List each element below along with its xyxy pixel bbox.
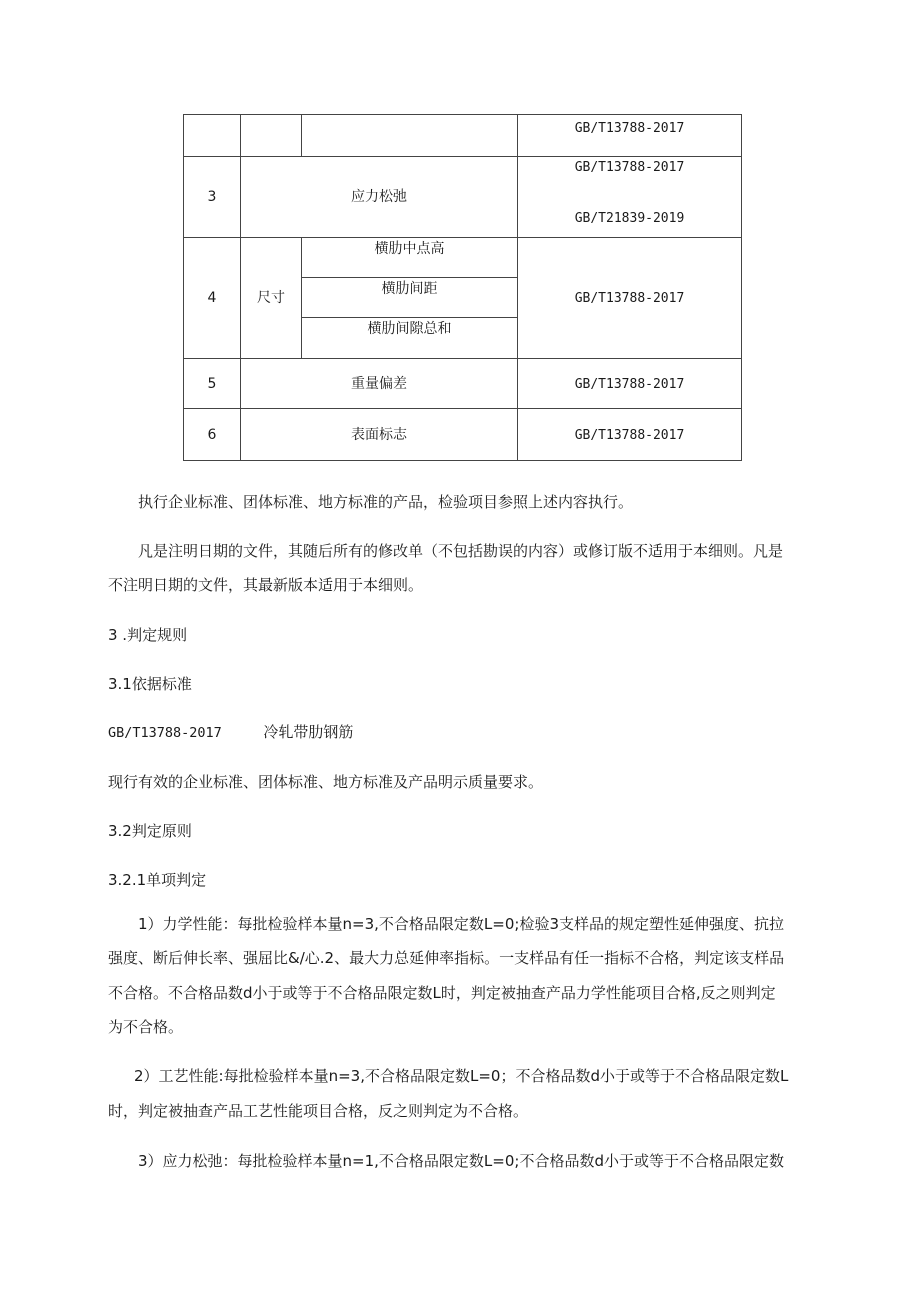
section-heading: 3 .判定规则 bbox=[108, 626, 188, 644]
table-row bbox=[184, 157, 742, 238]
paragraph: 执行企业标准、团体标准、地方标准的产品，检验项目参照上述内容执行。 bbox=[138, 493, 634, 511]
paragraph-line: 1）力学性能：每批检验样本量n=3,不合格品限定数L=0;检验3支样品的规定塑性延伸强度、抗拉 bbox=[138, 915, 785, 933]
paragraph-line: 不注明日期的文件，其最新版本适用于本细则。 bbox=[108, 576, 424, 594]
paragraph-line: 2）工艺性能:每批检验样本量n=3,不合格品限定数L=0；不合格品数d小于或等于不合格品限定数L bbox=[134, 1067, 789, 1085]
standard-reference bbox=[108, 722, 353, 743]
standard-code: GB/T21839-2019 bbox=[574, 211, 685, 226]
item-name: 表面标志 bbox=[241, 409, 518, 461]
row-number: 4 bbox=[184, 238, 241, 359]
table-cell bbox=[184, 115, 241, 157]
paragraph-line: 为不合格。 bbox=[108, 1018, 184, 1036]
standard-code: GB/T13788-2017 bbox=[574, 160, 685, 175]
group-name: 尺寸 bbox=[241, 238, 302, 359]
sub-item-label: 横肋间距 bbox=[381, 281, 438, 297]
sub-item-label: 横肋中点高 bbox=[374, 241, 445, 257]
standard-cell bbox=[518, 238, 742, 359]
subsection-heading: 3.2判定原则 bbox=[108, 822, 192, 840]
paragraph-line: 凡是注明日期的文件，其随后所有的修改单（不包括勘误的内容）或修订版不适用于本细则。凡是 bbox=[138, 542, 784, 560]
standard-cell bbox=[518, 115, 742, 157]
row-number: 6 bbox=[184, 409, 241, 461]
row-number: 5 bbox=[184, 359, 241, 409]
standard-code: GB/T13788-2017 bbox=[574, 376, 685, 392]
item-name: 重量偏差 bbox=[241, 359, 518, 409]
paragraph-line: 时，判定被抽查产品工艺性能项目合格，反之则判定为不合格。 bbox=[108, 1102, 529, 1120]
standard-code: GB/T13788-2017 bbox=[574, 427, 685, 443]
standard-title: 冷轧带肋钢筋 bbox=[263, 723, 354, 741]
paragraph-line: 3）应力松弛：每批检验样本量n=1,不合格品限定数L=0;不合格品数d小于或等于不合格品限定数 bbox=[138, 1152, 784, 1170]
subsection-heading: 3.2.1单项判定 bbox=[108, 871, 207, 889]
item-name: 应力松弛 bbox=[241, 157, 518, 238]
subsection-heading: 3.1依据标准 bbox=[108, 675, 192, 693]
table-row bbox=[184, 238, 742, 278]
table-cell bbox=[241, 115, 302, 157]
standard-cell bbox=[518, 157, 742, 238]
sub-item bbox=[302, 278, 518, 318]
paragraph-line: 强度、断后伸长率、强屈比&/心.2、最大力总延伸率指标。一支样品有任一指标不合格，判定该支样品 bbox=[108, 949, 785, 967]
standard-cell bbox=[518, 359, 742, 409]
sub-item bbox=[302, 318, 518, 359]
paragraph-line: 不合格。不合格品数d小于或等于不合格品限定数L时，判定被抽查产品力学性能项目合格,反之则判定 bbox=[108, 984, 776, 1002]
paragraph: 现行有效的企业标准、团体标准、地方标准及产品明示质量要求。 bbox=[108, 773, 544, 791]
table-row bbox=[184, 359, 742, 409]
standards-table bbox=[183, 114, 742, 461]
standard-cell bbox=[518, 409, 742, 461]
standard-code: GB/T13788-2017 bbox=[574, 121, 685, 136]
row-number: 3 bbox=[184, 157, 241, 238]
table-row bbox=[184, 115, 742, 157]
sub-item bbox=[302, 238, 518, 278]
table-row bbox=[184, 409, 742, 461]
standard-code: GB/T13788-2017 bbox=[108, 725, 222, 741]
standard-code: GB/T13788-2017 bbox=[574, 291, 685, 306]
table-cell bbox=[302, 115, 518, 157]
sub-item-label: 横肋间隙总和 bbox=[367, 321, 452, 337]
